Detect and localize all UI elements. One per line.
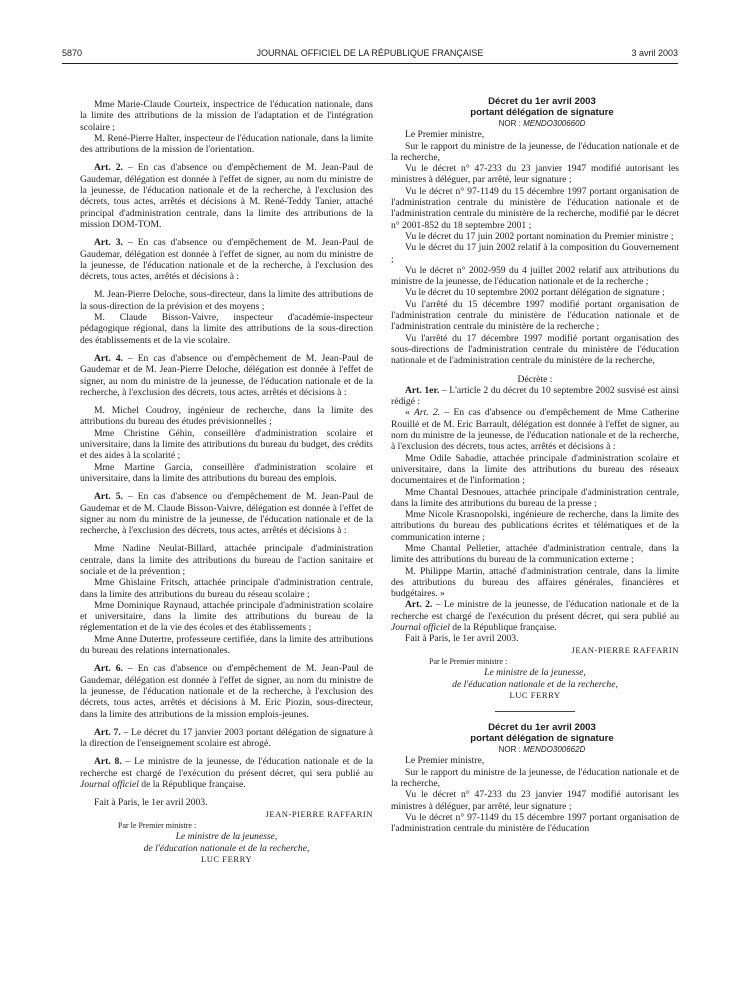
paragraph: Mme Chantal Pelletier, attachée d'administration centrale, dans la limite des attributions du bureau de la communication externe ; — [391, 542, 679, 566]
article-1 — [391, 385, 679, 408]
article-text: de la République française. — [138, 779, 246, 791]
paragraph: Vu le décret n° 97-1149 du 15 décembre 1997 portant organisation de l'administration centrale du ministère de l'éducation — [391, 811, 679, 835]
decree-title: Décret du 1er avril 2003 — [488, 722, 596, 734]
pm-signature: JEAN-PIERRE RAFFARIN — [265, 808, 373, 819]
paragraph: Mme Nicole Krasnopolski, ingénieure de recherche, dans la limite des attributions du bureau des publications écrites et télématiques et de la communication interne ; — [391, 509, 679, 543]
paragraph: Vu le décret du 17 juin 2002 relatif à la composition du Gouvernement ; — [391, 242, 679, 265]
by-pm: Par le Premier ministre : — [429, 656, 508, 666]
minister-title: Le ministre de la jeunesse, — [175, 831, 278, 843]
article-6 — [80, 663, 373, 719]
journal-officiel-ref: Journal officiel — [80, 779, 139, 791]
article-label: Art. 2. — [414, 407, 441, 419]
article-label: Art. 2. — [94, 162, 123, 174]
minister-name: LUC FERRY — [200, 853, 253, 864]
paragraph: Vu le décret du 17 juin 2002 portant nomination du Premier ministre ; — [405, 230, 674, 242]
by-pm: Par le Premier ministre : — [118, 820, 197, 830]
article-text: – En cas d'absence ou d'empêchement de M. Jean-Paul de Gaudemar, délégation est donnée à l'effet de signer, au nom du ministre de la jeunesse, de l'éducation nationale et de la recherche, à l'exclusion des décrets, tous actes, arrêtés et décisions à M. René-Teddy Tanier, attaché principal d'administration centrale, dans la limite des attributions de la mission DOM-TOM. — [80, 162, 373, 230]
article-text: – Le décret du 17 janvier 2003 portant délégation de signature à la direction de l'enseignement scolaire est abrogé. — [80, 726, 373, 750]
quote-open: « — [405, 407, 415, 419]
article-label: Art. 8. — [94, 756, 122, 768]
nor-reference — [391, 118, 679, 129]
article-label: Art. 4. — [94, 352, 123, 364]
paragraph: Vu le décret n° 47-233 du 23 janvier 1947 modifié autorisant les ministres à déléguer, par arrêté, leur signature ; — [391, 163, 679, 186]
paragraph: Sur le rapport du ministre de la jeunesse, de l'éducation nationale et de la recherche, — [391, 766, 679, 790]
article-7 — [80, 727, 373, 750]
done-at: Fait à Paris, le 1er avril 2003. — [94, 797, 208, 809]
page-header — [62, 48, 678, 62]
article-label: Art. 5. — [94, 491, 123, 503]
header-rule — [62, 63, 678, 64]
minister-title: de l'éducation nationale et de la recherche, — [143, 842, 310, 854]
article-5 — [80, 491, 373, 536]
paragraph: Mme Martine Garcia, conseillère d'administration scolaire et universitaire, dans la limite des attributions du bureau des emplois. — [80, 461, 373, 484]
article-text: – En cas d'absence ou d'empêchement de M. Jean-Paul de Gaudemar, délégation est donnée à l'effet de signer, au nom du ministre de la jeunesse, de l'éducation nationale et de la recherche, à l'exclusion des décrets, tous actes, arrêtés et décisions à M. Eric Piozin, sous-directeur, dans la limite des attributions de la mission emplois-jeunes. — [80, 663, 373, 720]
paragraph: Mme Dominique Raynaud, attachée principale d'administration scolaire et universitaire, dans la limite des attributions du bureau de la réglementation et de la vie des écoles et des établissements ; — [80, 599, 373, 634]
article-label: Art. 6. — [94, 663, 123, 675]
article-8 — [80, 756, 373, 790]
left-column — [80, 99, 373, 865]
article-text: – En cas d'absence ou d'empêchement de M. Jean-Paul de Gaudemar et de M. Jean-Pierre Deloche, délégation est donnée à l'effet de signer, au nom du ministre de la jeunesse, de l'éducation nationale et de la recherche, à l'exclusion des décrets, tous actes, arrêtés et décisions à : — [80, 352, 373, 398]
paragraph: Mme Anne Dutertre, professeure certifiée, dans la limite des attributions du bureau des relations internationales. — [80, 633, 373, 657]
article-3 — [80, 237, 373, 282]
paragraph: M. Philippe Martin, attaché d'administration centrale, dans la limite des attributions du bureau des affaires générales, financières et budgétaires. » — [391, 565, 679, 600]
paragraph: Vu le décret n° 47-233 du 23 janvier 1947 modifié autorisant les ministres à déléguer, par arrêté, leur signature ; — [391, 789, 679, 812]
issue-date: 3 avril 2003 — [631, 48, 678, 58]
article-4 — [80, 353, 373, 398]
article-2 — [80, 162, 373, 230]
nor-reference — [391, 744, 679, 755]
article-2 — [391, 599, 679, 633]
article-text: – Le ministre de la jeunesse, de l'éducation nationale et de la recherche est chargé de l'exécution du présent décret, qui sera publié au — [80, 756, 373, 779]
nor-label: NOR : — [498, 745, 524, 755]
paragraph: M. Jean-Pierre Deloche, sous-directeur, dans la limite des attributions de la sous-direction de la prévision et des moyens ; — [80, 289, 373, 312]
article-text: de la République française. — [449, 622, 557, 634]
decrete: Décrète : — [517, 373, 553, 385]
paragraph: Mme Nadine Neulat-Billard, attachée principale d'administration centrale, dans la limite des attributions du bureau de l'action sanitaire et sociale et de la prévention ; — [80, 543, 373, 577]
article-text: – En cas d'absence ou d'empêchement de M. Jean-Paul de Gaudemar, délégation est donnée à l'effet de signer, au nom du ministre de la jeunesse, de l'éducation nationale et de la recherche, à l'exclusion des décrets, tous actes, arrêtés et décisions à : — [80, 237, 373, 283]
article-label: Art. 7. — [94, 726, 121, 738]
paragraph: M. René-Pierre Halter, inspecteur de l'éducation nationale, dans la limite des attributions de la mission de l'orientation. — [80, 132, 373, 156]
paragraph: Vu l'arrêté du 15 décembre 1997 modifié portant organisation de l'administration centrale du ministère de l'éducation nationale et de l'administration centrale du ministère de la recherche ; — [391, 298, 679, 333]
quoted-article-2 — [391, 407, 679, 452]
paragraph: Vu le décret du 10 septembre 2002 portant délégation de signature ; — [405, 287, 665, 299]
article-label: Art. 3. — [94, 237, 123, 249]
minister-title: Le ministre de la jeunesse, — [484, 667, 586, 679]
article-label: Art. 1er. — [405, 384, 440, 396]
paragraph: M. Claude Bisson-Vaivre, inspecteur d'académie-inspecteur pédagogique régional, dans la limite des attributions de la sous-direction des établissements et de la vie scolaire. — [80, 312, 373, 346]
minister-title: de l'éducation nationale et de la recherche, — [452, 678, 618, 690]
page-number: 5870 — [62, 48, 83, 58]
decree-subtitle: portant délégation de signature — [470, 733, 614, 745]
journal-title: JOURNAL OFFICIEL DE LA RÉPUBLIQUE FRANÇAISE — [256, 48, 484, 58]
paragraph: Le Premier ministre, — [405, 129, 485, 141]
article-text: – L'article 2 du décret du 10 septembre 2002 susvisé est ainsi rédigé : — [391, 384, 680, 408]
paragraph: Mme Marie-Claude Courteix, inspectrice de l'éducation nationale, dans la limite des attributions de la mission de l'adaptation et de l'intégration scolaire ; — [80, 99, 373, 133]
paragraph: Mme Chantal Desnoues, attachée principale d'administration centrale, dans la limite des attributions du bureau de la presse ; — [391, 486, 679, 509]
pm-signature: JEAN-PIERRE RAFFARIN — [571, 644, 679, 655]
article-text: – Le ministre de la jeunesse, de l'éducation nationale et de la recherche est chargé de l'exécution du présent décret, qui sera publié au — [391, 599, 679, 622]
journal-officiel-ref: Journal officiel — [391, 622, 450, 634]
paragraph: Vu le décret n° 2002-959 du 4 juillet 2002 relatif aux attributions du ministre de la jeunesse, de l'éducation nationale et de la recherche ; — [391, 264, 679, 288]
paragraph: Vu le décret n° 97-1149 du 15 décembre 1997 portant organisation de l'administration centrale du ministère de l'éducation nationale et de l'administration centrale du ministère de la recherche, modifié par le décret n° 2001-852 du 18 septembre 2001 ; — [391, 185, 679, 231]
paragraph: Le Premier ministre, — [405, 755, 485, 767]
decree-subtitle: portant délégation de signature — [470, 107, 614, 118]
done-at: Fait à Paris, le 1er avril 2003. — [405, 633, 519, 645]
paragraph: Mme Ghislaine Fritsch, attachée principale d'administration centrale, dans la limite des attributions du bureau du réseau scolaire ; — [80, 577, 373, 600]
section-separator — [495, 711, 575, 712]
paragraph: Sur le rapport du ministre de la jeunesse, de l'éducation nationale et de la recherche, — [391, 140, 679, 163]
decree-title: Décret du 1er avril 2003 — [488, 96, 596, 107]
nor-label: NOR : — [498, 119, 524, 128]
right-column — [391, 96, 679, 835]
nor-code: MENDO300660D — [523, 119, 586, 128]
paragraph: Mme Christine Géhin, conseillère d'administration scolaire et universitaire, dans la limite des attributions du bureau du budget, des crédits et des aides à la scolarité ; — [80, 427, 373, 462]
nor-code: MENDO300662D — [523, 745, 586, 755]
article-label: Art. 2. — [405, 599, 433, 611]
paragraph: Mme Odile Sabadie, attachée principale d'administration scolaire et universitaire, dans la limite des attributions du bureau des réseaux documentaires et de l'information ; — [391, 452, 679, 487]
minister-name: LUC FERRY — [509, 689, 561, 700]
paragraph: M. Michel Coudroy, ingénieur de recherche, dans la limite des attributions du bureau des études prévisionnelles ; — [80, 405, 373, 428]
article-text: – En cas d'absence ou d'empêchement de M. Jean-Paul de Gaudemar et de M. Claude Bisson-Vaivre, délégation est donnée à l'effet de signer au nom du ministre de la jeunesse, de l'éducation nationale et de la recherche, à l'exclusion des décrets, tous actes, arrêtés et décisions à : — [80, 491, 373, 537]
paragraph: Vu l'arrêté du 17 décembre 1997 modifié portant organisation des sous-directions de l'administration centrale du ministère de l'éducation nationale et de l'administration centrale du ministère de la recherche, — [391, 332, 679, 367]
article-text: – En cas d'absence ou d'empêchement de Mme Catherine Rouillé et de M. Eric Barrault, délégation est donnée à l'effet de signer, au nom du ministre de la jeunesse, de l'éducation nationale et de la recherche, à l'exclusion des décrets, tous actes, arrêtés et décisions à : — [391, 407, 679, 453]
